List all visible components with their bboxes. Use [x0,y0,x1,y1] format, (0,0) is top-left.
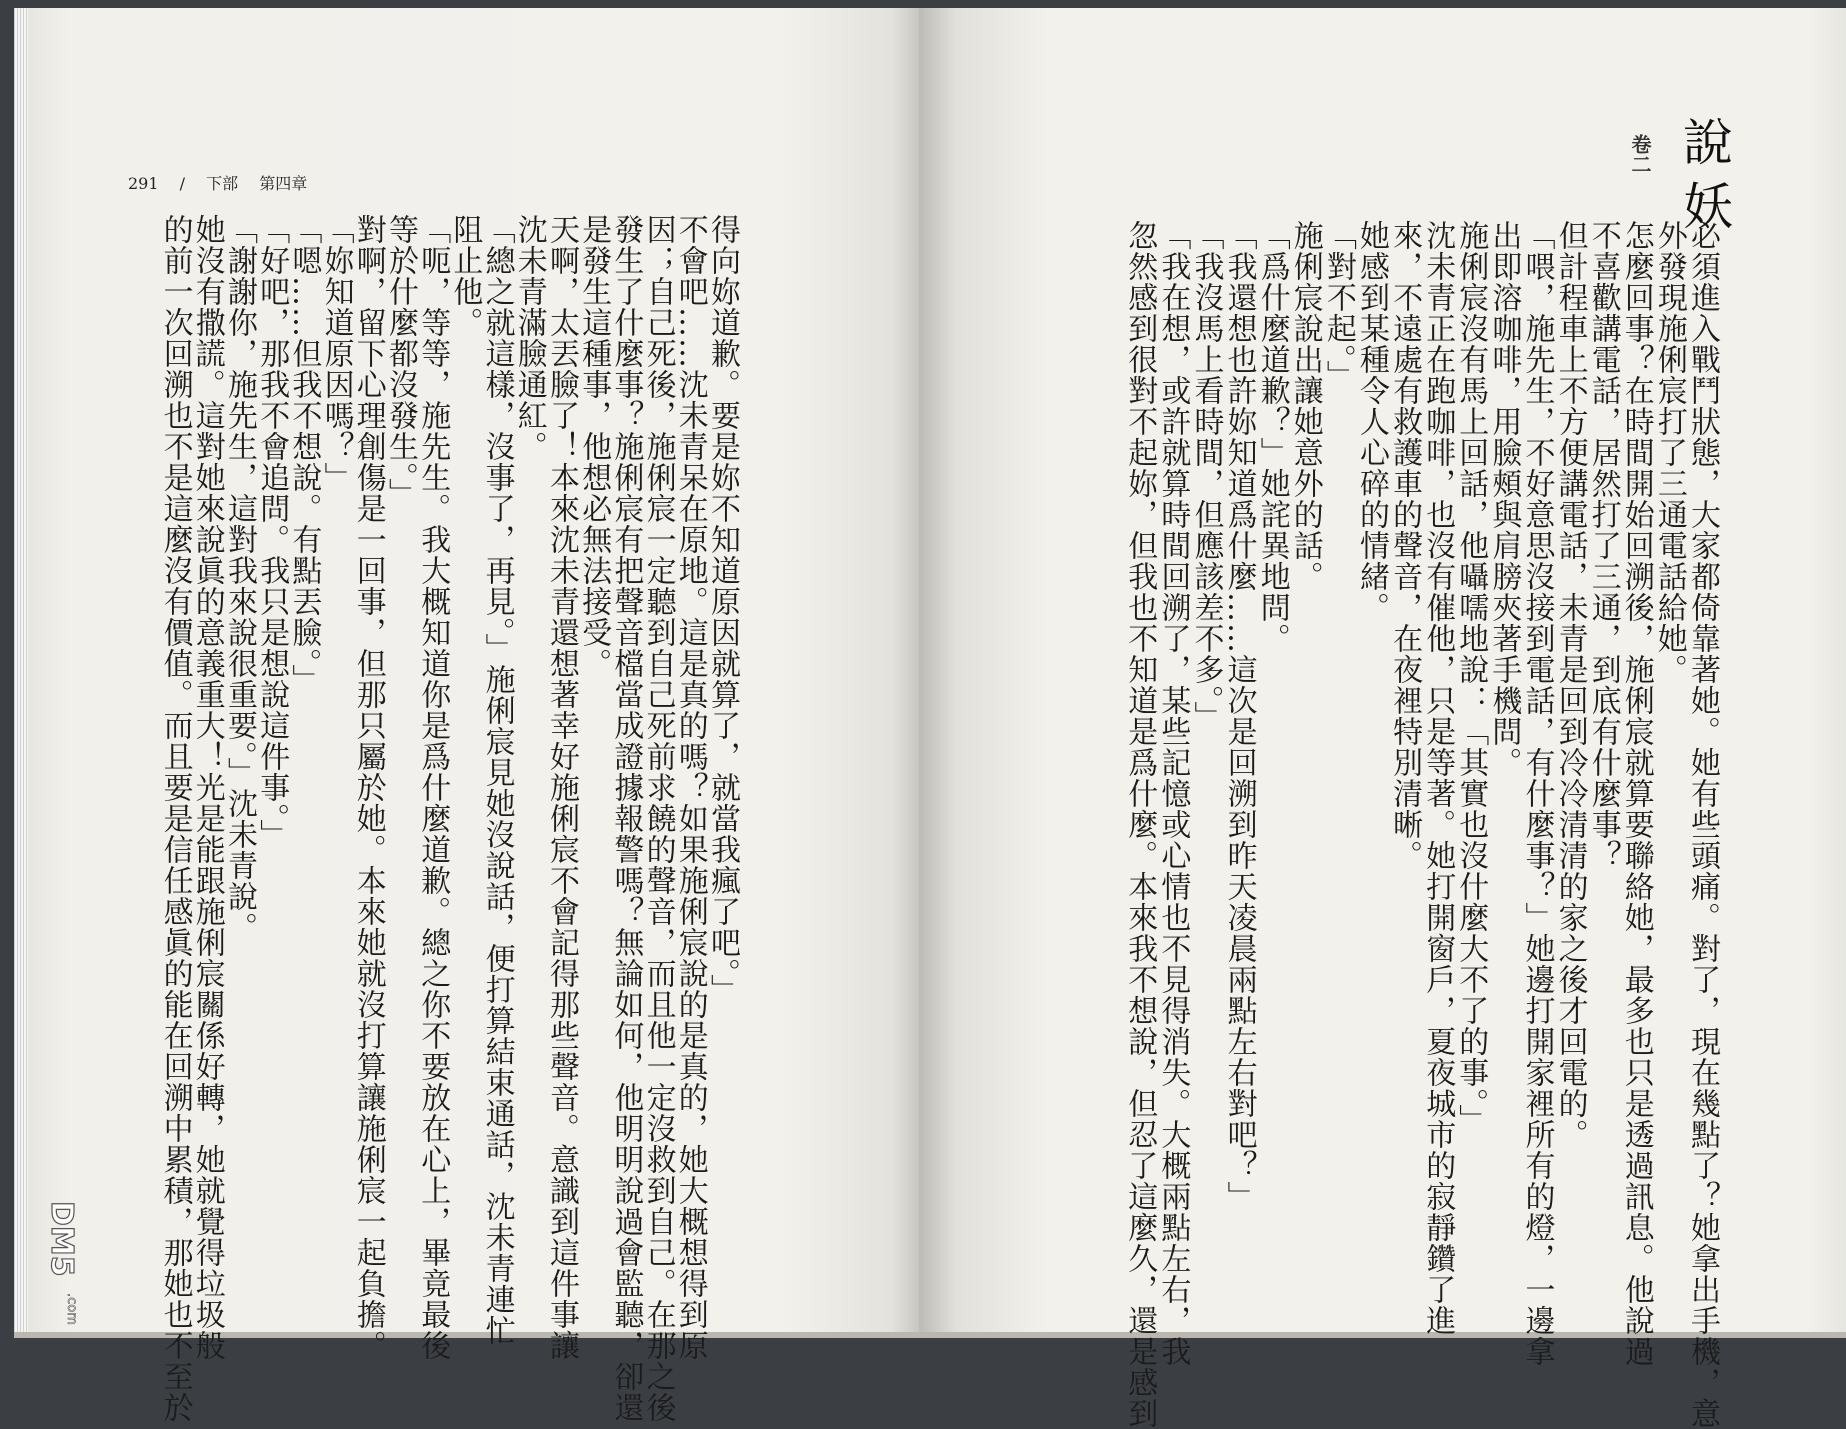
show-through-text [1494,158,1498,172]
right-page-text-column: 不喜歡講電話，居然打了三通，到底有什麼事？ [1585,220,1621,871]
right-page-text-column: 必須進入戰鬥狀態，大家都倚靠著她。她有些頭痛。對了，現在幾點了？她拿出手機，意 [1685,220,1720,1429]
part-title: 下部 [206,174,239,193]
right-page-text-column: 忽然感到很對不起妳，但我也不知道是爲什麼。本來我不想說，但忍了這麼久，還是感到 [1122,220,1158,1429]
dm5-watermark-logo [22,1193,84,1333]
right-page-text-column: 來，不遠處有救護車的聲音，在夜裡特別清晰。 [1387,220,1423,871]
left-page-text-column: 因；自己死後，施俐宸一定聽到自己死前求饒的聲音，而且他一定沒救到自己。在那之後 [640,214,676,1423]
right-page-text-column: 「喂，施先生，不好意思沒接到電話，有什麼事？」她邊打開家裡所有的燈，一邊拿 [1519,220,1555,1367]
right-page-text-column: 沈未青正在跑咖啡，也沒有催他，只是等著。她打開窗戶，夏夜城市的寂靜鑽了進 [1420,220,1456,1336]
left-page-text-column: 「嗯……但我不想說。有點丟臉。」 [286,214,322,695]
right-page-text-column: 施俐宸沒有馬上回話，他囁嚅地說：「其實也沒什麼大不了的事。」 [1453,220,1489,1135]
left-page-text-column: 是發生這種事，他想必無法接受。 [576,214,612,679]
left-page-text-column: 對啊，留下心理創傷是一回事，但那只屬於她。本來她就沒打算讓施俐宸一起負擔。 [350,214,386,1361]
page-edge [14,8,28,1338]
left-page-text-column: 「謝謝你，施先生，這對我來說很重要。」沈未青說。 [222,214,257,943]
right-page-text-column: 施俐宸說出讓她意外的話。 [1287,220,1323,592]
right-page-text-column: 「我在想，或許就算時間回溯了，某些記憶或心情也不見得消失。大概兩點左右，我 [1155,220,1191,1367]
svg-text:.com: .com [64,1293,79,1325]
right-page-text-column: 出即溶咖啡，用臉頰與肩膀夾著手機問。 [1486,220,1522,778]
volume-label: 卷二 [1628,134,1652,174]
right-page-text-column: 但計程車上不方便講電話，未青是回到冷冷清清的家之後才回電的。 [1552,220,1588,1150]
left-page-text-column: 阻止他。 [447,214,483,338]
left-page-text-column: 不會吧……沈未青呆在原地。這是真的嗎？如果施俐宸說的是真的，她大概想得到原 [672,214,708,1361]
left-page [14,8,919,1338]
right-page-text-column: 她感到某種令人心碎的情緒。 [1354,220,1389,623]
left-page-text-column: 天啊，太丟臉了！本來沈未青還想著幸好施俐宸不會記得那些聲音。意識到這件事讓 [544,214,579,1361]
page-number: 291 [128,174,159,193]
left-page-text-column: 「妳知道原因嗎？」 [318,214,354,493]
emblem-char-1: 說 [1683,114,1733,172]
title-calligraphy-emblem [1672,108,1744,238]
right-page-text-column: 「對不起。」 [1320,220,1356,391]
right-page-text-column: 「爲什麼道歉？」她詫異地問。 [1254,220,1290,654]
left-page-text-column: 「好吧，那我不會追問。我只是想說這件事。」 [254,214,290,850]
left-page-text-column: 等於什麼都沒發生。」 [383,214,418,509]
left-page-text-column: 「總之就這樣，沒事了，再見。」施俐宸見她沒說話，便打算結束通話，沈未青連忙 [479,214,515,1346]
right-page-text-column: 怎麼回事？在時間開始回溯後，施俐宸就算要聯絡她，最多也只是透過訊息。他說過 [1618,220,1654,1367]
right-page-text-column: 「我沒馬上看時間，但應該差不多。」 [1188,220,1224,732]
right-page-text-column: 「我還想也許妳知道爲什麼……這次是回溯到昨天凌晨兩點左右對吧？」 [1221,220,1257,1212]
page-bottom-edge [14,1332,1846,1338]
left-page-text-column: 沈未青滿臉通紅。 [511,214,547,462]
chapter-title: 第四章 [259,174,308,193]
svg-text:DM5: DM5 [44,1201,79,1277]
right-page-text-column: 外發現施俐宸打了三通電話給她。 [1651,220,1687,685]
left-page-text-column: 得向妳道歉。要是妳不知道原因就算了，就當我瘋了吧。」 [705,214,740,1005]
left-page-text-column: 的前一次回溯也不是這麼沒有價值。而且要是信任感眞的能在回溯中累積，那她也不至於 [157,214,193,1423]
left-page-text-column: 「呃，等等，施先生。我大概知道你是爲什麼道歉。總之你不要放在心上，畢竟最後 [415,214,451,1361]
emblem-char-2: 妖 [1683,178,1733,236]
book-spread [14,8,1846,1429]
header-separator: / [179,174,186,193]
left-page-text-column: 發生了什麼事？施俐宸有把聲音檔當成證據報警嗎？無論如何，他明明說過會監聽，卻還 [608,214,644,1423]
running-header [128,171,323,194]
left-page-text-column: 她沒有撒謊。這對她來說眞的意義重大！光是能跟施俐宸關係好轉，她就覺得垃圾般 [189,214,225,1361]
